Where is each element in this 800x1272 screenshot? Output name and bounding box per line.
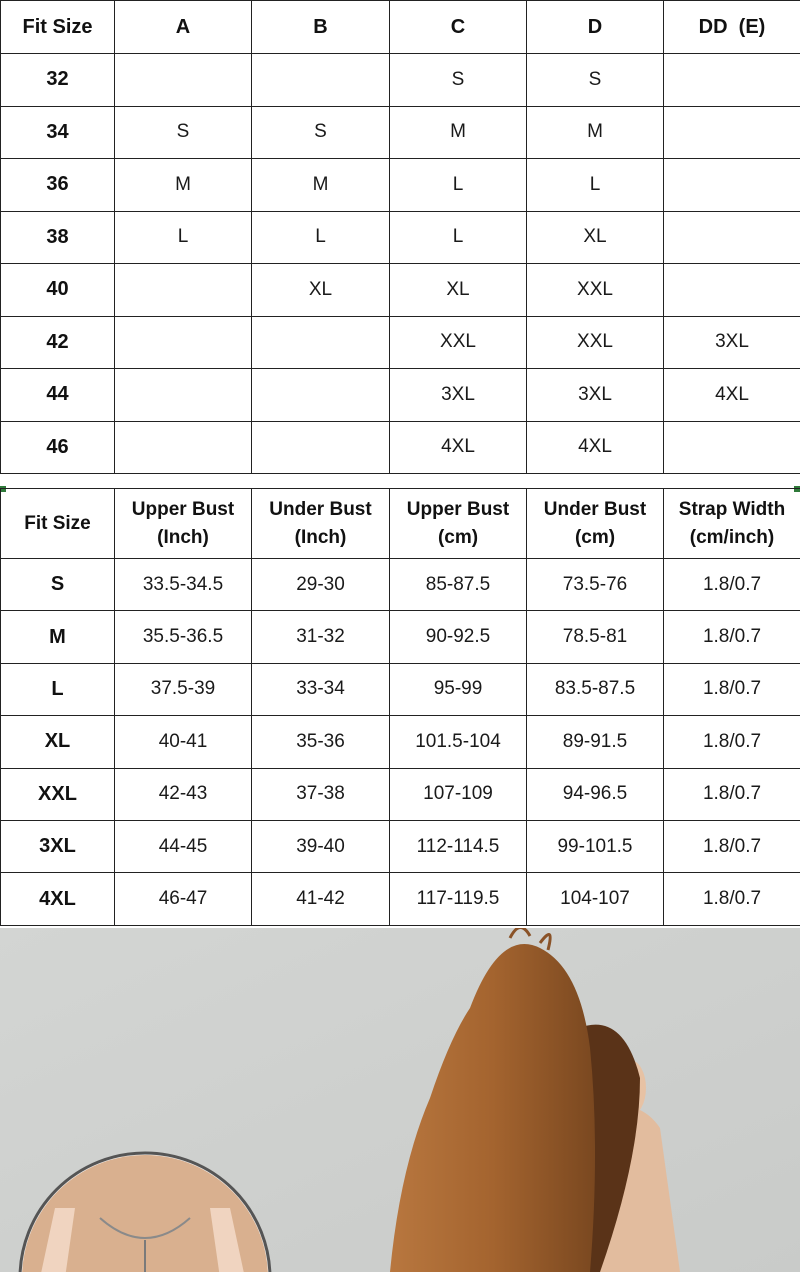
upper-bust-cm-cell: 101.5-104 bbox=[390, 716, 527, 768]
strap-width-cell: 1.8/0.7 bbox=[664, 716, 800, 768]
strap-width-cell: 1.8/0.7 bbox=[664, 873, 800, 925]
under-bust-cm-cell: 99-101.5 bbox=[527, 820, 664, 872]
header-line: Upper Bust bbox=[131, 498, 235, 520]
under-bust-cm-cell: 83.5-87.5 bbox=[527, 663, 664, 715]
upper-bust-inch-cell: 40-41 bbox=[115, 716, 252, 768]
cup-dd-size-cell bbox=[664, 159, 800, 212]
header-line: Fit Size bbox=[24, 512, 91, 534]
under-bust-inch-cell: 41-42 bbox=[252, 873, 390, 925]
header-line: Upper Bust bbox=[406, 498, 510, 520]
cup-c-size-cell: L bbox=[390, 211, 527, 264]
header-line: (cm) bbox=[574, 526, 616, 548]
cup-b-size-cell bbox=[252, 54, 390, 107]
table-row bbox=[1, 264, 800, 317]
upper-bust-cm-cell: 85-87.5 bbox=[390, 559, 527, 611]
header-line: Under Bust bbox=[269, 498, 372, 520]
cup-d-size-cell: 4XL bbox=[527, 421, 664, 474]
header-upper-bust-inch bbox=[115, 489, 252, 559]
header-cup-dd: DD (E) bbox=[664, 1, 800, 54]
header-cup-d: D bbox=[527, 1, 664, 54]
upper-bust-inch-cell: 37.5-39 bbox=[115, 663, 252, 715]
header-line: Strap Width bbox=[678, 498, 786, 520]
cup-c-size-cell: S bbox=[390, 54, 527, 107]
upper-bust-cm-cell: 95-99 bbox=[390, 663, 527, 715]
cup-c-size-cell: XL bbox=[390, 264, 527, 317]
cup-b-size-cell: L bbox=[252, 211, 390, 264]
cup-b-size-cell: XL bbox=[252, 264, 390, 317]
header-line: (Inch) bbox=[157, 526, 209, 548]
cup-c-size-cell: L bbox=[390, 159, 527, 212]
fit-size-cell: XXL bbox=[1, 768, 115, 820]
band-size-cell: 46 bbox=[1, 421, 115, 474]
strap-width-cell: 1.8/0.7 bbox=[664, 768, 800, 820]
cup-d-size-cell: XL bbox=[527, 211, 664, 264]
header-cup-c: C bbox=[390, 1, 527, 54]
under-bust-cm-cell: 94-96.5 bbox=[527, 768, 664, 820]
upper-bust-inch-cell: 46-47 bbox=[115, 873, 252, 925]
cup-dd-size-cell bbox=[664, 421, 800, 474]
cup-b-size-cell bbox=[252, 316, 390, 369]
table-row bbox=[1, 768, 800, 820]
under-bust-inch-cell: 29-30 bbox=[252, 559, 390, 611]
cup-a-size-cell bbox=[115, 421, 252, 474]
header-cup-a: A bbox=[115, 1, 252, 54]
upper-bust-inch-cell: 42-43 bbox=[115, 768, 252, 820]
upper-bust-cm-cell: 90-92.5 bbox=[390, 611, 527, 663]
table-row bbox=[1, 873, 800, 925]
band-size-cell: 44 bbox=[1, 369, 115, 422]
measurement-table-body bbox=[1, 559, 800, 926]
band-size-cell: 42 bbox=[1, 316, 115, 369]
upper-bust-inch-cell: 44-45 bbox=[115, 820, 252, 872]
cup-a-size-cell bbox=[115, 369, 252, 422]
cup-dd-size-cell bbox=[664, 264, 800, 317]
measurement-table-header-row bbox=[1, 489, 800, 559]
under-bust-inch-cell: 37-38 bbox=[252, 768, 390, 820]
table-row bbox=[1, 159, 800, 212]
cup-d-size-cell: XXL bbox=[527, 264, 664, 317]
table-row bbox=[1, 369, 800, 422]
table-row bbox=[1, 716, 800, 768]
header-fit-size bbox=[1, 489, 115, 559]
cup-dd-size-cell bbox=[664, 54, 800, 107]
under-bust-cm-cell: 78.5-81 bbox=[527, 611, 664, 663]
header-line: (cm) bbox=[437, 526, 479, 548]
table-row bbox=[1, 106, 800, 159]
table-row bbox=[1, 611, 800, 663]
cup-dd-size-cell: 3XL bbox=[664, 316, 800, 369]
cup-table-body bbox=[1, 54, 800, 474]
cup-d-size-cell: M bbox=[527, 106, 664, 159]
cup-c-size-cell: 4XL bbox=[390, 421, 527, 474]
under-bust-cm-cell: 89-91.5 bbox=[527, 716, 664, 768]
under-bust-inch-cell: 39-40 bbox=[252, 820, 390, 872]
strap-width-cell: 1.8/0.7 bbox=[664, 559, 800, 611]
cup-d-size-cell: S bbox=[527, 54, 664, 107]
cup-table-header-row bbox=[1, 1, 800, 54]
fit-size-cell: 3XL bbox=[1, 820, 115, 872]
header-strap-width bbox=[664, 489, 800, 559]
cup-a-size-cell: L bbox=[115, 211, 252, 264]
strap-width-cell: 1.8/0.7 bbox=[664, 611, 800, 663]
table-row bbox=[1, 820, 800, 872]
cup-size-table bbox=[0, 0, 800, 474]
cup-b-size-cell bbox=[252, 369, 390, 422]
upper-bust-cm-cell: 107-109 bbox=[390, 768, 527, 820]
cup-c-size-cell: 3XL bbox=[390, 369, 527, 422]
measurement-table bbox=[0, 488, 800, 926]
fit-size-cell: L bbox=[1, 663, 115, 715]
under-bust-cm-cell: 104-107 bbox=[527, 873, 664, 925]
table-row bbox=[1, 663, 800, 715]
fit-size-cell: M bbox=[1, 611, 115, 663]
header-line: (Inch) bbox=[294, 526, 347, 548]
upper-bust-inch-cell: 33.5-34.5 bbox=[115, 559, 252, 611]
cup-d-size-cell: 3XL bbox=[527, 369, 664, 422]
under-bust-inch-cell: 35-36 bbox=[252, 716, 390, 768]
header-fit-size: Fit Size bbox=[1, 1, 115, 54]
cup-d-size-cell: XXL bbox=[527, 316, 664, 369]
header-cup-b: B bbox=[252, 1, 390, 54]
fit-size-cell: XL bbox=[1, 716, 115, 768]
strap-width-cell: 1.8/0.7 bbox=[664, 663, 800, 715]
under-bust-inch-cell: 31-32 bbox=[252, 611, 390, 663]
cup-a-size-cell bbox=[115, 54, 252, 107]
band-size-cell: 38 bbox=[1, 211, 115, 264]
table-row bbox=[1, 316, 800, 369]
cup-a-size-cell: M bbox=[115, 159, 252, 212]
band-size-cell: 34 bbox=[1, 106, 115, 159]
cup-a-size-cell bbox=[115, 264, 252, 317]
fit-size-cell: 4XL bbox=[1, 873, 115, 925]
table-row bbox=[1, 211, 800, 264]
header-line: (cm/inch) bbox=[689, 526, 775, 548]
fit-size-cell: S bbox=[1, 559, 115, 611]
band-size-cell: 40 bbox=[1, 264, 115, 317]
under-bust-inch-cell: 33-34 bbox=[252, 663, 390, 715]
upper-bust-cm-cell: 112-114.5 bbox=[390, 820, 527, 872]
strap-width-cell: 1.8/0.7 bbox=[664, 820, 800, 872]
header-upper-bust-cm bbox=[390, 489, 527, 559]
cup-b-size-cell bbox=[252, 421, 390, 474]
header-under-bust-cm bbox=[527, 489, 664, 559]
cup-b-size-cell: S bbox=[252, 106, 390, 159]
cup-a-size-cell: S bbox=[115, 106, 252, 159]
cup-d-size-cell: L bbox=[527, 159, 664, 212]
cup-dd-size-cell: 4XL bbox=[664, 369, 800, 422]
table-row bbox=[1, 559, 800, 611]
product-photo bbox=[0, 928, 800, 1272]
upper-bust-cm-cell: 117-119.5 bbox=[390, 873, 527, 925]
cup-c-size-cell: M bbox=[390, 106, 527, 159]
table-row bbox=[1, 421, 800, 474]
upper-bust-inch-cell: 35.5-36.5 bbox=[115, 611, 252, 663]
table-row bbox=[1, 54, 800, 107]
cup-dd-size-cell bbox=[664, 211, 800, 264]
header-line: Under Bust bbox=[543, 498, 647, 520]
under-bust-cm-cell: 73.5-76 bbox=[527, 559, 664, 611]
band-size-cell: 32 bbox=[1, 54, 115, 107]
header-under-bust-inch bbox=[252, 489, 390, 559]
model-back-view-image bbox=[0, 928, 800, 1272]
cup-c-size-cell: XXL bbox=[390, 316, 527, 369]
band-size-cell: 36 bbox=[1, 159, 115, 212]
cup-a-size-cell bbox=[115, 316, 252, 369]
cup-dd-size-cell bbox=[664, 106, 800, 159]
cup-b-size-cell: M bbox=[252, 159, 390, 212]
